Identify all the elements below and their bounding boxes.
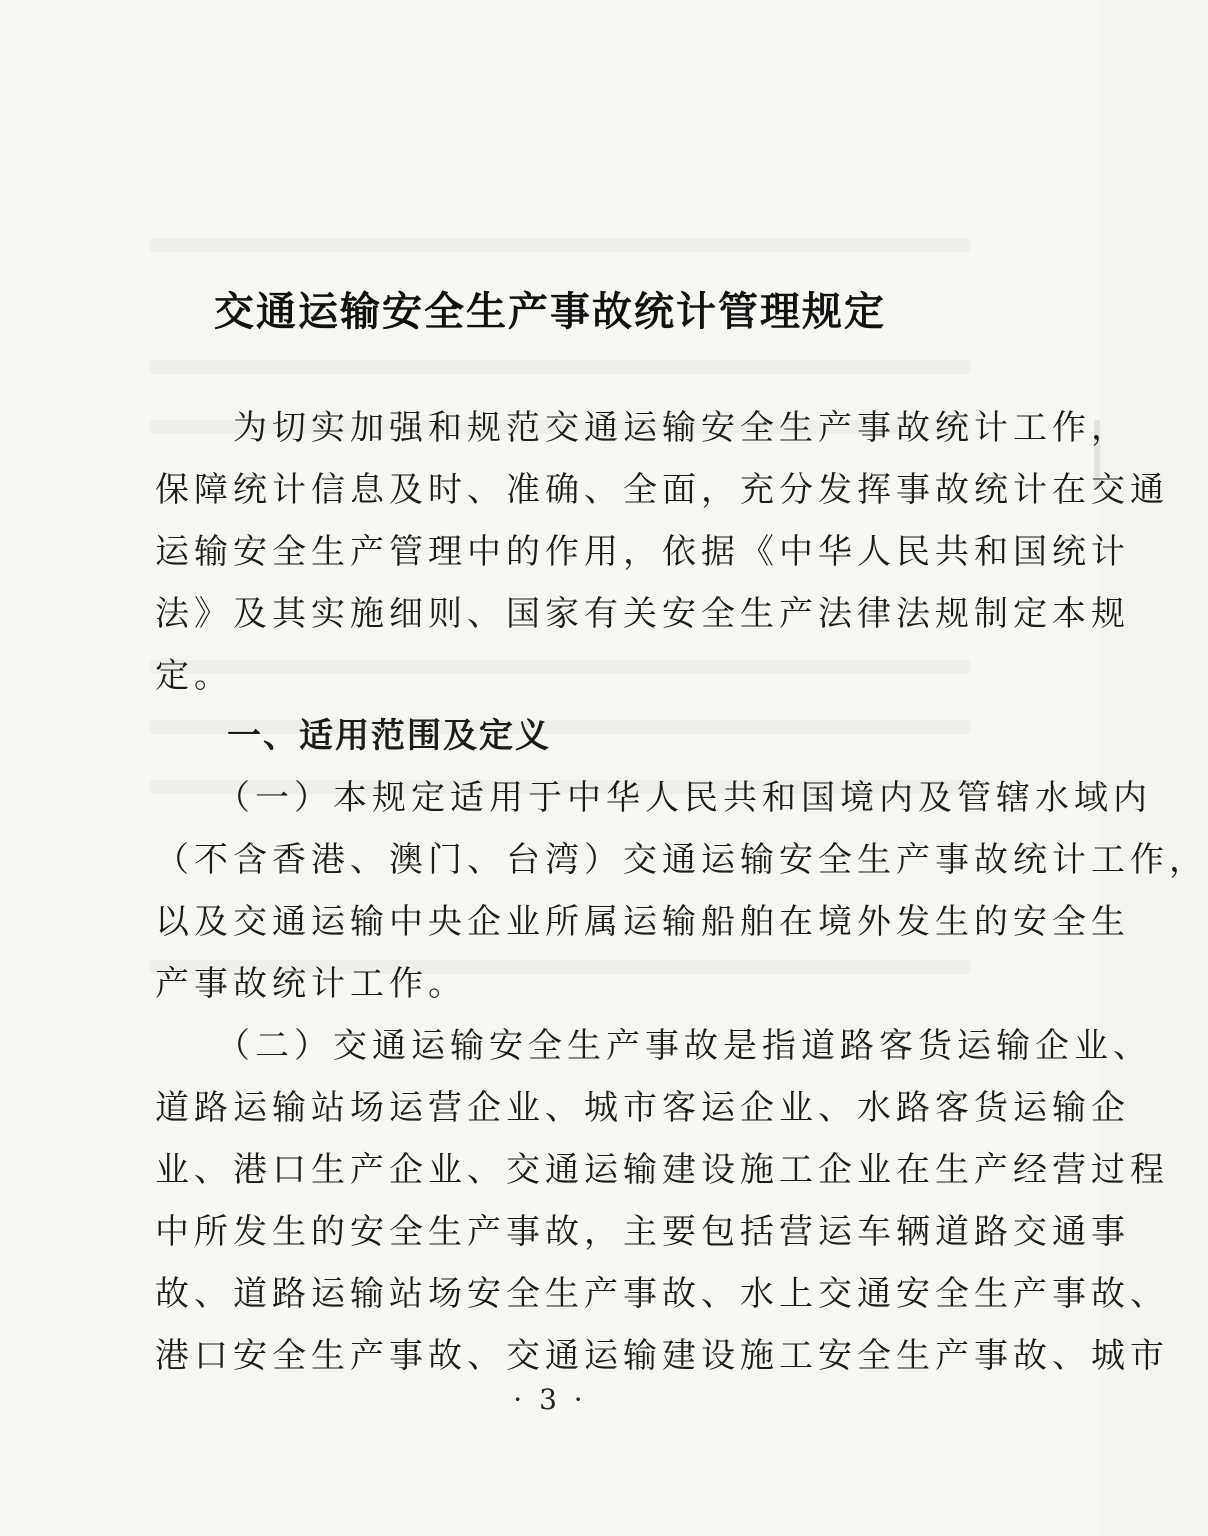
body-line-15: 故、道路运输站场安全生产事故、水上交通安全生产事故、 xyxy=(155,1274,1169,1314)
body-line-1: 为切实加强和规范交通运输安全生产事故统计工作， xyxy=(155,408,1130,448)
show-through-mark xyxy=(150,360,970,374)
body-line-8: （不含香港、澳门、台湾）交通运输安全生产事故统计工作， xyxy=(155,840,1208,880)
body-line-10: 产事故统计工作。 xyxy=(155,964,467,1004)
body-line-13: 业、港口生产企业、交通运输建设施工企业在生产经营过程 xyxy=(155,1150,1169,1190)
document-title: 交通运输安全生产事故统计管理规定 xyxy=(214,289,886,335)
body-line-12: 道路运输站场运营企业、城市客运企业、水路客货运输企 xyxy=(155,1088,1130,1128)
body-line-14: 中所发生的安全生产事故，主要包括营运车辆道路交通事 xyxy=(155,1212,1130,1252)
body-line-4: 法》及其实施细则、国家有关安全生产法律法规制定本规 xyxy=(155,594,1130,634)
body-line-2: 保障统计信息及时、准确、全面，充分发挥事故统计在交通 xyxy=(155,470,1169,510)
body-line-5: 定。 xyxy=(155,656,233,696)
body-line-9: 以及交通运输中央企业所属运输船舶在境外发生的安全生 xyxy=(155,902,1130,942)
body-line-16: 港口安全生产事故、交通运输建设施工安全生产事故、城市 xyxy=(155,1336,1169,1376)
body-line-7: （一）本规定适用于中华人民共和国境内及管辖水域内 xyxy=(155,778,1152,818)
body-line-3: 运输安全生产管理中的作用，依据《中华人民共和国统计 xyxy=(155,532,1130,572)
show-through-mark xyxy=(150,238,970,252)
section-heading: 一、适用范围及定义 xyxy=(155,716,551,756)
body-line-11: （二）交通运输安全生产事故是指道路客货运输企业、 xyxy=(155,1026,1152,1066)
page-number: · 3 · xyxy=(513,1383,587,1416)
